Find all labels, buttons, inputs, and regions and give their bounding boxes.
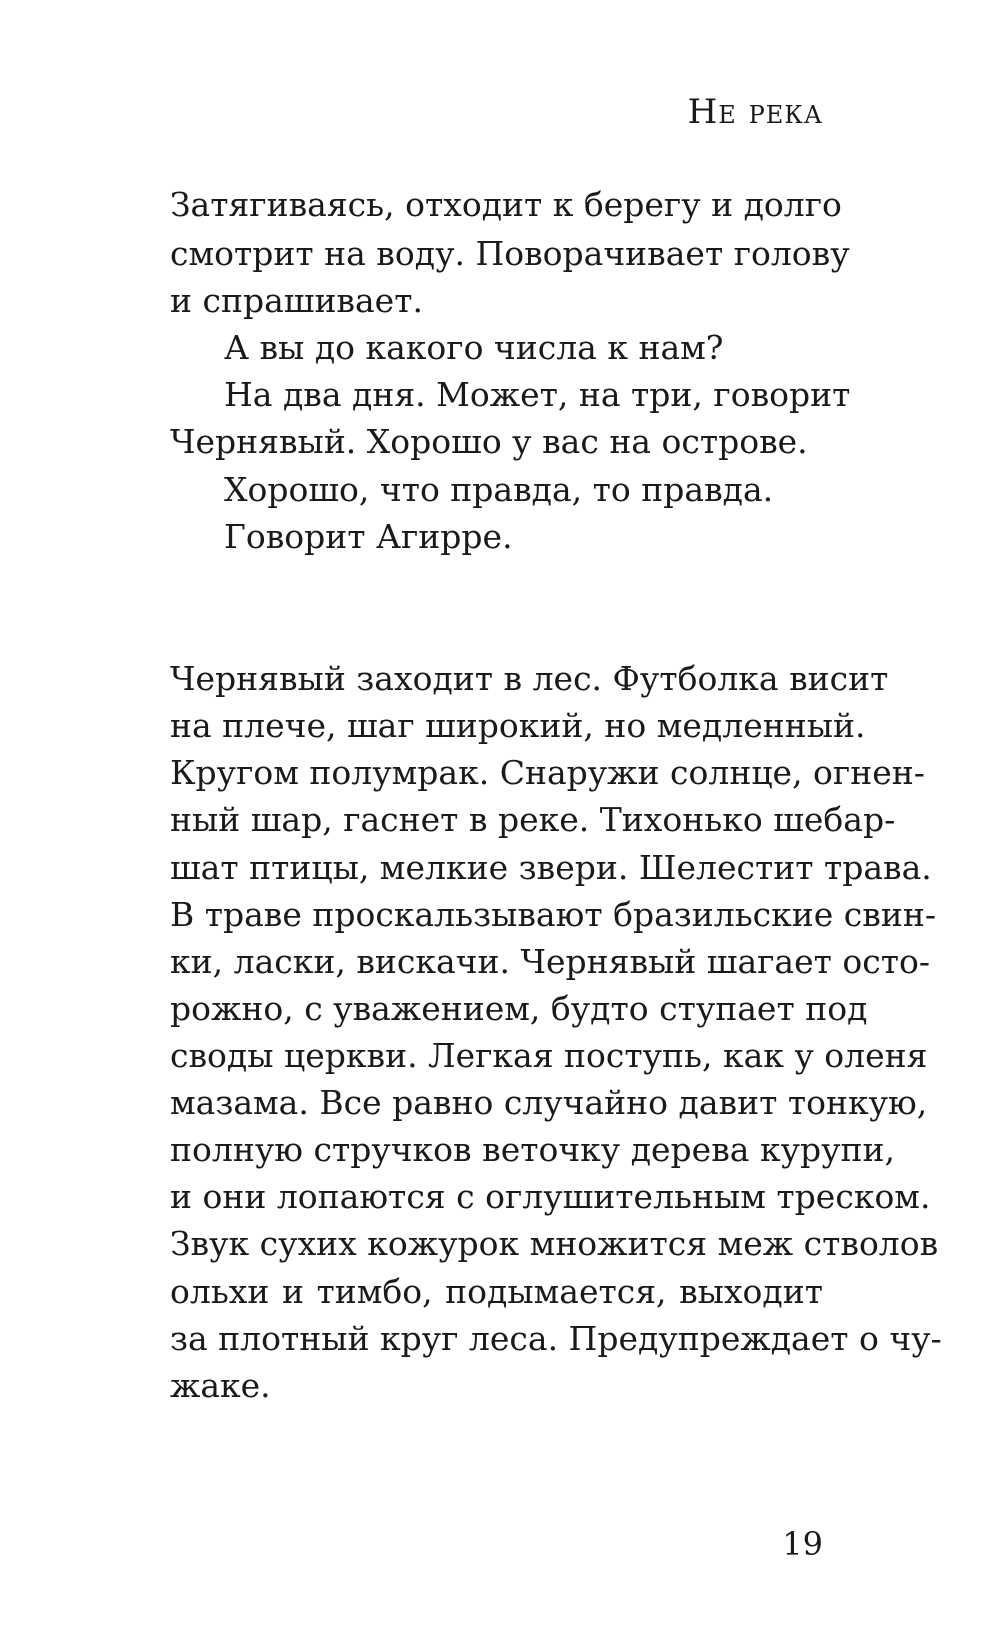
- text-line: на плече, шаг широкий, но медленный.: [170, 706, 866, 745]
- text-line: полную стручков веточку дерева курупи,: [170, 1130, 896, 1169]
- text-line: Чернявый заходит в лес. Футболка висит: [170, 659, 889, 698]
- text-line: за плотный круг леса. Предупреждает о чу-: [170, 1319, 942, 1358]
- text-line: Чернявый. Хорошо у вас на острове.: [170, 422, 808, 461]
- text-line: своды церкви. Легкая поступь, как у оленя: [170, 1036, 928, 1075]
- text-line: Затягиваясь, отходит к берегу и долго: [170, 185, 842, 224]
- text-line: Говорит Агирре.: [224, 517, 513, 556]
- text-line: Звук сухих кожурок множится меж стволов: [170, 1224, 939, 1263]
- text-line: мазама. Все равно случайно давит тонкую,: [170, 1083, 928, 1122]
- text-line: рожно, с уважением, будто ступает под: [170, 989, 868, 1028]
- text-line: ки, ласки, вискачи. Чернявый шагает осто-: [170, 942, 930, 981]
- text-line: и они лопаются с оглушительным треском.: [170, 1177, 931, 1216]
- text-line: и спрашивает.: [170, 281, 423, 320]
- text-line: жаке.: [170, 1366, 271, 1405]
- text-line: шат птицы, мелкие звери. Шелестит трава.: [170, 848, 932, 887]
- text-line: ольхи и тимбо, подымается, выходит: [170, 1272, 823, 1311]
- text-line: ный шар, гаснет в реке. Тихонько шебар-: [170, 800, 896, 839]
- text-line: А вы до какого числа к нам?: [224, 328, 724, 367]
- text-line: Кругом полумрак. Снаружи солнце, огнен-: [170, 753, 925, 792]
- running-header: Не река: [687, 92, 823, 132]
- text-line: смотрит на воду. Поворачивает голову: [170, 234, 850, 273]
- text-line: На два дня. Может, на три, говорит: [224, 375, 851, 414]
- text-line: В траве проскальзывают бразильские свин-: [170, 895, 936, 934]
- text-line: Хорошо, что правда, то правда.: [224, 470, 774, 509]
- page-number: 19: [782, 1525, 823, 1563]
